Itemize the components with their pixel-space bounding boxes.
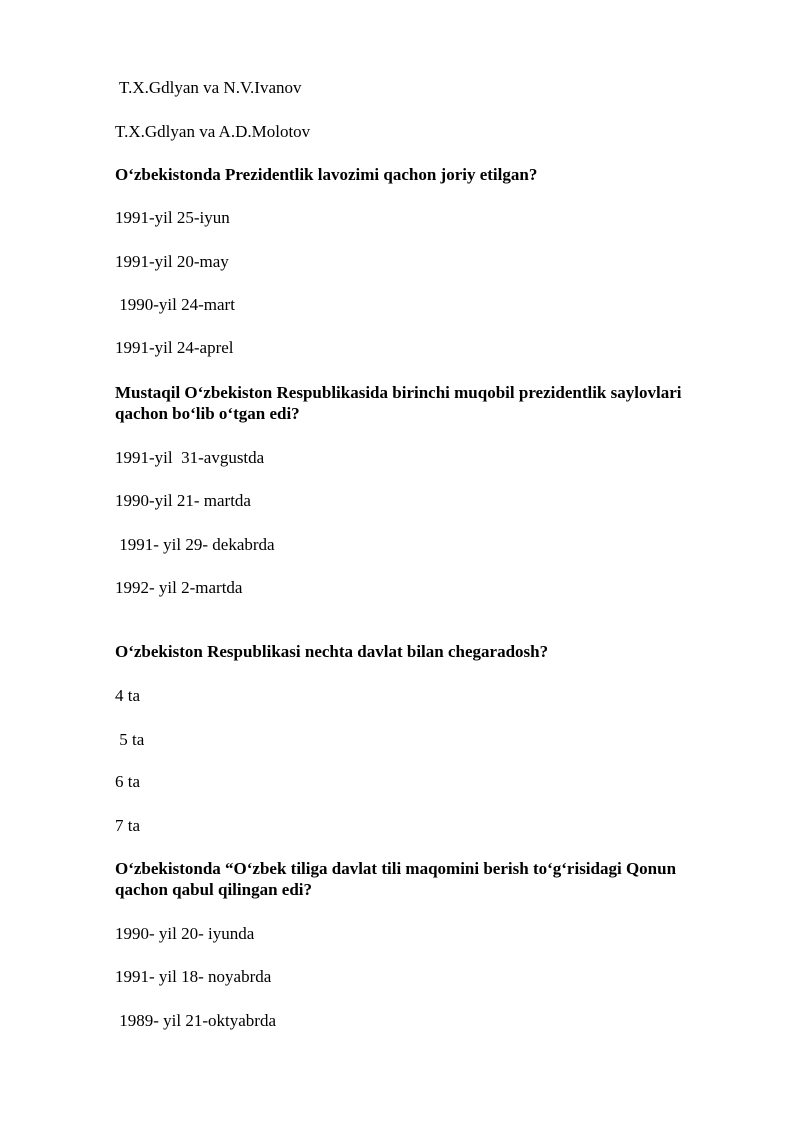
question-text-line: O‘zbekistonda “O‘zbek tiliga davlat tili maqomini berish to‘g‘risidagi Qonun bbox=[115, 859, 677, 878]
question-text-line: qachon bo‘lib o‘tgan edi? bbox=[115, 404, 300, 423]
answer-option: 1991-yil 31-avgustda bbox=[115, 448, 265, 467]
answer-option: 6 ta bbox=[115, 772, 141, 791]
answer-option: T.X.Gdlyan va A.D.Molotov bbox=[115, 122, 311, 141]
answer-option: 1992- yil 2-martda bbox=[115, 578, 243, 597]
answer-option: 5 ta bbox=[115, 730, 145, 749]
answer-option: 4 ta bbox=[115, 686, 141, 705]
question-text: O‘zbekiston Respublikasi nechta davlat bilan chegaradosh? bbox=[115, 642, 549, 661]
answer-option: 1990-yil 24-mart bbox=[115, 295, 235, 314]
answer-option: 1991-yil 25-iyun bbox=[115, 208, 230, 227]
answer-option: 1991- yil 29- dekabrda bbox=[115, 535, 275, 554]
question-text: O‘zbekistonda Prezidentlik lavozimi qachon joriy etilgan? bbox=[115, 165, 538, 184]
answer-option: 1991-yil 24-aprel bbox=[115, 338, 234, 357]
answer-option: 7 ta bbox=[115, 816, 141, 835]
answer-option: 1990-yil 21- martda bbox=[115, 491, 251, 510]
answer-option: 1990- yil 20- iyunda bbox=[115, 924, 255, 943]
question-text-line: Mustaqil O‘zbekiston Respublikasida birinchi muqobil prezidentlik saylovlari bbox=[115, 383, 682, 402]
question-text bbox=[115, 382, 755, 424]
answer-option: 1991-yil 20-may bbox=[115, 252, 229, 271]
answer-option: 1989- yil 21-oktyabrda bbox=[115, 1011, 276, 1030]
question-text bbox=[115, 858, 755, 900]
answer-option: 1991- yil 18- noyabrda bbox=[115, 967, 272, 986]
question-text-line: qachon qabul qilingan edi? bbox=[115, 880, 313, 899]
answer-option: T.X.Gdlyan va N.V.Ivanov bbox=[115, 78, 302, 97]
